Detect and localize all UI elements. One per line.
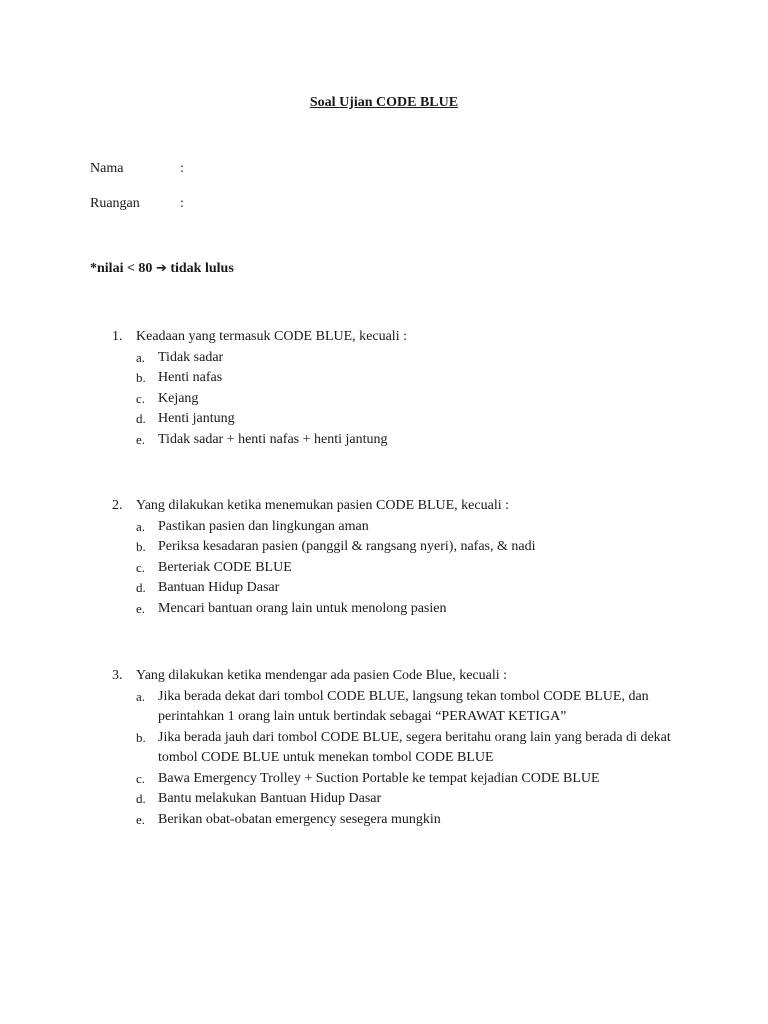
option-text: Mencari bantuan orang lain untuk menolong pasien	[158, 600, 447, 616]
option-item	[112, 728, 692, 769]
question-3-stem	[112, 666, 692, 687]
field-nama-label: Nama	[90, 161, 124, 176]
option-text: Jika berada jauh dari tombol CODE BLUE, segera beritahu orang lain yang berada di dekat tombol CODE BLUE untuk menekan tombol CODE BLUE	[158, 729, 671, 765]
field-nama	[90, 161, 184, 177]
option-letter: d.	[136, 791, 146, 806]
option-item	[112, 558, 692, 579]
option-item	[112, 687, 692, 728]
option-letter: b.	[136, 539, 146, 554]
field-ruangan-separator: :	[180, 196, 184, 211]
question-text: Keadaan yang termasuk CODE BLUE, kecuali :	[136, 329, 407, 344]
option-item	[112, 578, 692, 599]
option-letter: d.	[136, 580, 146, 595]
option-item	[112, 789, 692, 810]
option-letter: b.	[136, 729, 146, 745]
note-prefix: *nilai < 80	[90, 261, 153, 276]
option-text: Bantu melakukan Bantuan Hidup Dasar	[158, 791, 382, 806]
option-text: Henti nafas	[158, 370, 223, 385]
option-text: Kejang	[158, 390, 199, 406]
option-letter: c.	[136, 390, 146, 406]
option-text: Jika berada dekat dari tombol CODE BLUE, langsung tekan tombol CODE BLUE, dan perintahkan 1 orang lain untuk bertindak sebagai “PERAWAT KETIGA”	[158, 688, 649, 724]
option-letter: c.	[136, 559, 146, 575]
question-number: 2.	[112, 498, 123, 513]
question-number: 1.	[112, 329, 123, 344]
option-letter: a.	[136, 349, 146, 365]
option-letter: e.	[136, 600, 146, 616]
question-2-options	[112, 517, 692, 620]
option-text: Bawa Emergency Trolley + Suction Portable ke tempat kejadian CODE BLUE	[158, 770, 600, 786]
field-nama-separator: :	[180, 161, 184, 176]
option-text: Berteriak CODE BLUE	[158, 559, 292, 575]
question-text: Yang dilakukan ketika menemukan pasien CODE BLUE, kecuali :	[136, 498, 509, 513]
option-item	[112, 769, 692, 790]
option-item	[112, 599, 692, 620]
question-3-options	[112, 687, 692, 831]
option-letter: b.	[136, 370, 146, 385]
field-ruangan-label: Ruangan	[90, 196, 140, 211]
option-item	[112, 368, 692, 389]
option-letter: c.	[136, 770, 146, 786]
question-1-stem	[112, 327, 692, 348]
option-text: Bantuan Hidup Dasar	[158, 580, 280, 595]
option-item	[112, 810, 692, 831]
passing-grade-note	[90, 261, 234, 277]
question-3	[112, 666, 692, 830]
field-ruangan	[90, 196, 184, 212]
option-text: Periksa kesadaran pasien (panggil & rangsang nyeri), nafas, & nadi	[158, 539, 536, 554]
question-2-stem	[112, 496, 692, 517]
page-title: Soal Ujian CODE BLUE	[309, 95, 459, 110]
question-number: 3.	[112, 668, 123, 683]
question-1	[112, 327, 692, 450]
option-item	[112, 537, 692, 558]
option-letter: d.	[136, 411, 146, 426]
option-item	[112, 348, 692, 369]
option-item	[112, 409, 692, 430]
option-text: Henti jantung	[158, 411, 235, 426]
question-text: Yang dilakukan ketika mendengar ada pasien Code Blue, kecuali :	[136, 668, 508, 683]
option-letter: a.	[136, 688, 146, 704]
note-suffix: tidak lulus	[170, 261, 234, 276]
question-2	[112, 496, 692, 619]
option-letter: e.	[136, 431, 146, 447]
option-text: Tidak sadar + henti nafas + henti jantung	[158, 431, 388, 447]
question-1-options	[112, 348, 692, 451]
option-item	[112, 389, 692, 410]
option-text: Pastikan pasien dan lingkungan aman	[158, 518, 369, 534]
option-text: Berikan obat-obatan emergency sesegera mungkin	[158, 811, 441, 827]
option-item	[112, 517, 692, 538]
option-text: Tidak sadar	[158, 349, 224, 365]
option-item	[112, 430, 692, 451]
option-letter: e.	[136, 811, 146, 827]
option-letter: a.	[136, 518, 146, 534]
right-arrow-icon: ➔	[155, 261, 167, 276]
